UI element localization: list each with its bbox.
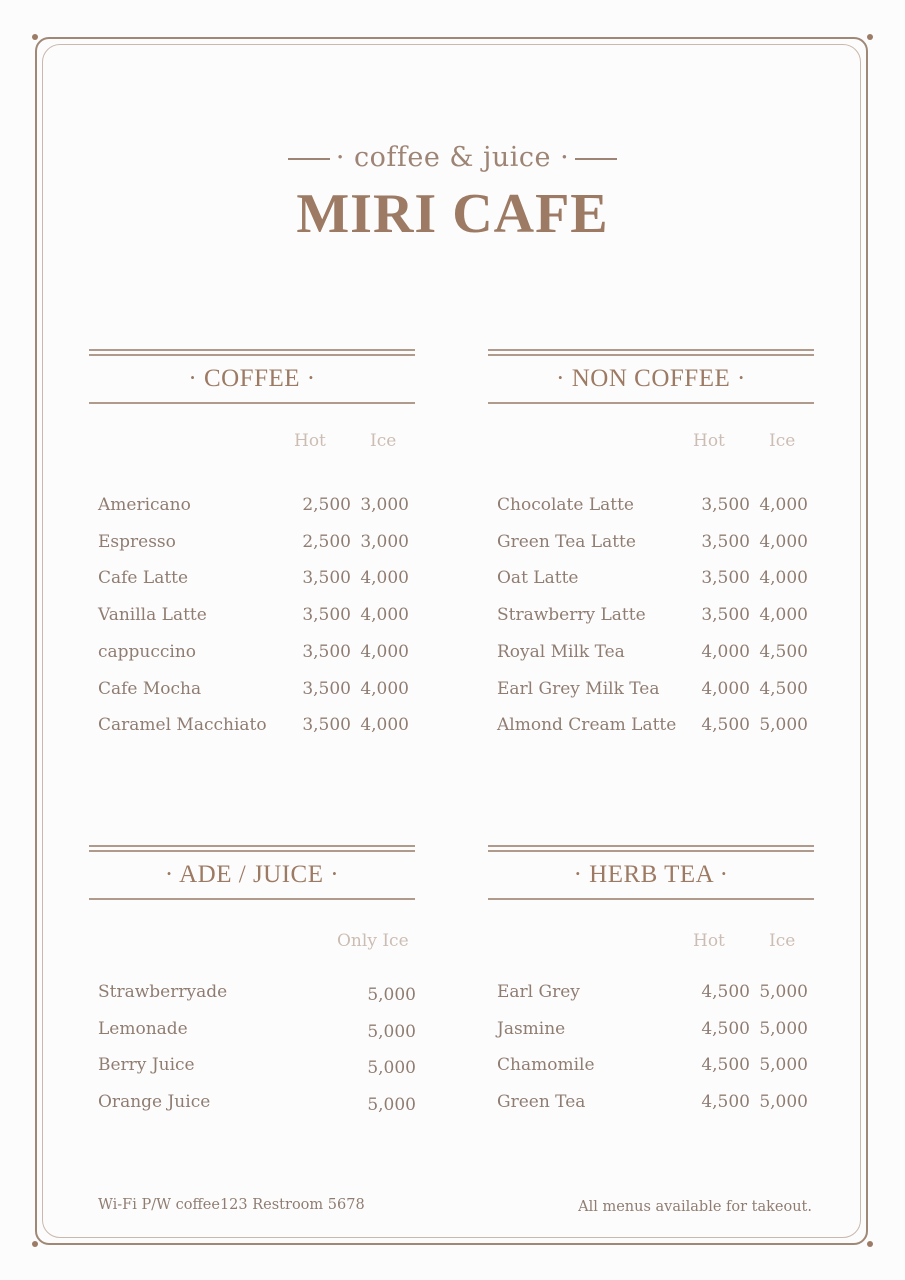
menu-item (497, 1019, 814, 1041)
item-name: Green Tea (497, 1092, 586, 1113)
price: 5,000 (367, 1095, 416, 1116)
menu-item (98, 1055, 415, 1077)
price-hot: 3,500 (302, 605, 351, 626)
price-hot: 3,500 (302, 641, 351, 662)
price-hot: 3,500 (302, 678, 351, 699)
price-ice: 3,000 (360, 531, 409, 552)
price-hot: 2,500 (302, 531, 351, 552)
item-name: Lemonade (98, 1018, 188, 1039)
price-ice: 5,000 (759, 982, 808, 1002)
menu-item (98, 495, 415, 517)
item-name: Almond Cream Latte (497, 715, 677, 736)
price-hot: 3,500 (302, 715, 351, 736)
item-name: Earl Grey (497, 982, 580, 1002)
price-hot: 3,500 (701, 568, 750, 589)
price-hot: 4,500 (701, 715, 750, 736)
menu-item (98, 1092, 415, 1114)
section-coffee (89, 349, 415, 736)
tagline-text: coffee & juice (353, 142, 551, 173)
price-ice: 4,000 (360, 715, 409, 736)
column-header-hot: Hot (693, 431, 725, 451)
menu-item (497, 532, 814, 554)
section-title: · NON COFFEE · (488, 356, 814, 404)
price-ice: 5,000 (759, 715, 808, 736)
price-ice: 4,000 (759, 531, 808, 552)
price: 5,000 (367, 985, 416, 1005)
price-ice: 4,000 (360, 641, 409, 662)
price-hot: 4,500 (701, 1092, 750, 1113)
menu-item (497, 679, 814, 701)
corner-dot (32, 34, 38, 40)
menu-item (98, 982, 415, 1004)
column-header-ice: Ice (769, 931, 796, 951)
column-header-ice: Ice (370, 431, 397, 451)
section-herb-tea (488, 845, 814, 1113)
column-header-hot: Hot (294, 431, 326, 451)
item-name: Green Tea Latte (497, 531, 636, 552)
column-header-only-ice: Only Ice (337, 931, 409, 951)
corner-dot (32, 1241, 38, 1247)
item-name: Vanilla Latte (98, 605, 207, 626)
tagline: · coffee & juice · (0, 142, 905, 173)
section-ade-juice (89, 845, 416, 1116)
price-hot: 3,500 (701, 531, 750, 552)
menu-item (497, 982, 814, 1004)
item-name: Americano (98, 495, 191, 515)
price-hot: 3,500 (302, 568, 351, 589)
price-ice: 5,000 (759, 1055, 808, 1076)
menu-item (497, 642, 814, 664)
menu-item (98, 605, 415, 627)
menu-item (497, 1055, 814, 1077)
price-hot: 3,500 (701, 495, 750, 515)
column-header-ice: Ice (769, 431, 796, 451)
menu-item (497, 568, 814, 590)
item-name: cappuccino (98, 641, 197, 662)
item-name: Caramel Macchiato (98, 715, 267, 736)
menu-item (497, 495, 814, 517)
menu-item (98, 715, 415, 737)
price-ice: 4,000 (759, 495, 808, 515)
price-hot: 2,500 (302, 495, 351, 515)
price-hot: 4,000 (701, 678, 750, 699)
item-name: Berry Juice (98, 1055, 195, 1076)
item-name: Royal Milk Tea (497, 641, 625, 662)
corner-dot (867, 34, 873, 40)
menu-item (497, 1092, 814, 1114)
item-name: Orange Juice (98, 1092, 211, 1113)
menu-item (98, 532, 415, 554)
price-hot: 4,000 (701, 641, 750, 662)
price-hot: 4,500 (701, 1055, 750, 1076)
price-hot: 3,500 (701, 605, 750, 626)
footer-wifi: Wi-Fi P/W coffee123 Restroom 5678 (98, 1197, 365, 1213)
price: 5,000 (367, 1058, 416, 1079)
menu-item (98, 1019, 415, 1041)
item-name: Strawberry Latte (497, 605, 646, 626)
item-name: Chamomile (497, 1055, 595, 1076)
price-ice: 5,000 (759, 1018, 808, 1039)
section-title: · ADE / JUICE · (89, 852, 415, 900)
item-name: Strawberryade (98, 982, 228, 1002)
item-name: Chocolate Latte (497, 495, 634, 515)
footer-takeout: All menus available for takeout. (578, 1199, 812, 1215)
price-ice: 4,500 (759, 641, 808, 662)
menu-item (497, 605, 814, 627)
item-name: Cafe Latte (98, 568, 189, 589)
price-hot: 4,500 (701, 982, 750, 1002)
price-ice: 3,000 (360, 495, 409, 515)
price-ice: 4,500 (759, 678, 808, 699)
item-name: Cafe Mocha (98, 678, 202, 699)
double-rule (488, 845, 814, 852)
price-ice: 5,000 (759, 1092, 808, 1113)
column-header-hot: Hot (693, 931, 725, 951)
price-ice: 4,000 (360, 678, 409, 699)
menu-item (98, 642, 415, 664)
price: 5,000 (367, 1021, 416, 1042)
menu-item (497, 715, 814, 737)
price-ice: 4,000 (759, 568, 808, 589)
corner-dot (867, 1241, 873, 1247)
price-hot: 4,500 (701, 1018, 750, 1039)
item-name: Earl Grey Milk Tea (497, 678, 660, 699)
section-non-coffee (488, 349, 814, 736)
item-name: Espresso (98, 531, 176, 552)
section-title: · HERB TEA · (488, 852, 814, 900)
double-rule (89, 349, 415, 356)
price-ice: 4,000 (759, 605, 808, 626)
price-ice: 4,000 (360, 605, 409, 626)
double-rule (89, 845, 415, 852)
menu-item (98, 679, 415, 701)
item-name: Oat Latte (497, 568, 579, 589)
double-rule (488, 349, 814, 356)
price-ice: 4,000 (360, 568, 409, 589)
menu-item (98, 568, 415, 590)
cafe-title: MIRI CAFE (296, 183, 609, 245)
section-title: · COFFEE · (89, 356, 415, 404)
item-name: Jasmine (497, 1018, 566, 1039)
